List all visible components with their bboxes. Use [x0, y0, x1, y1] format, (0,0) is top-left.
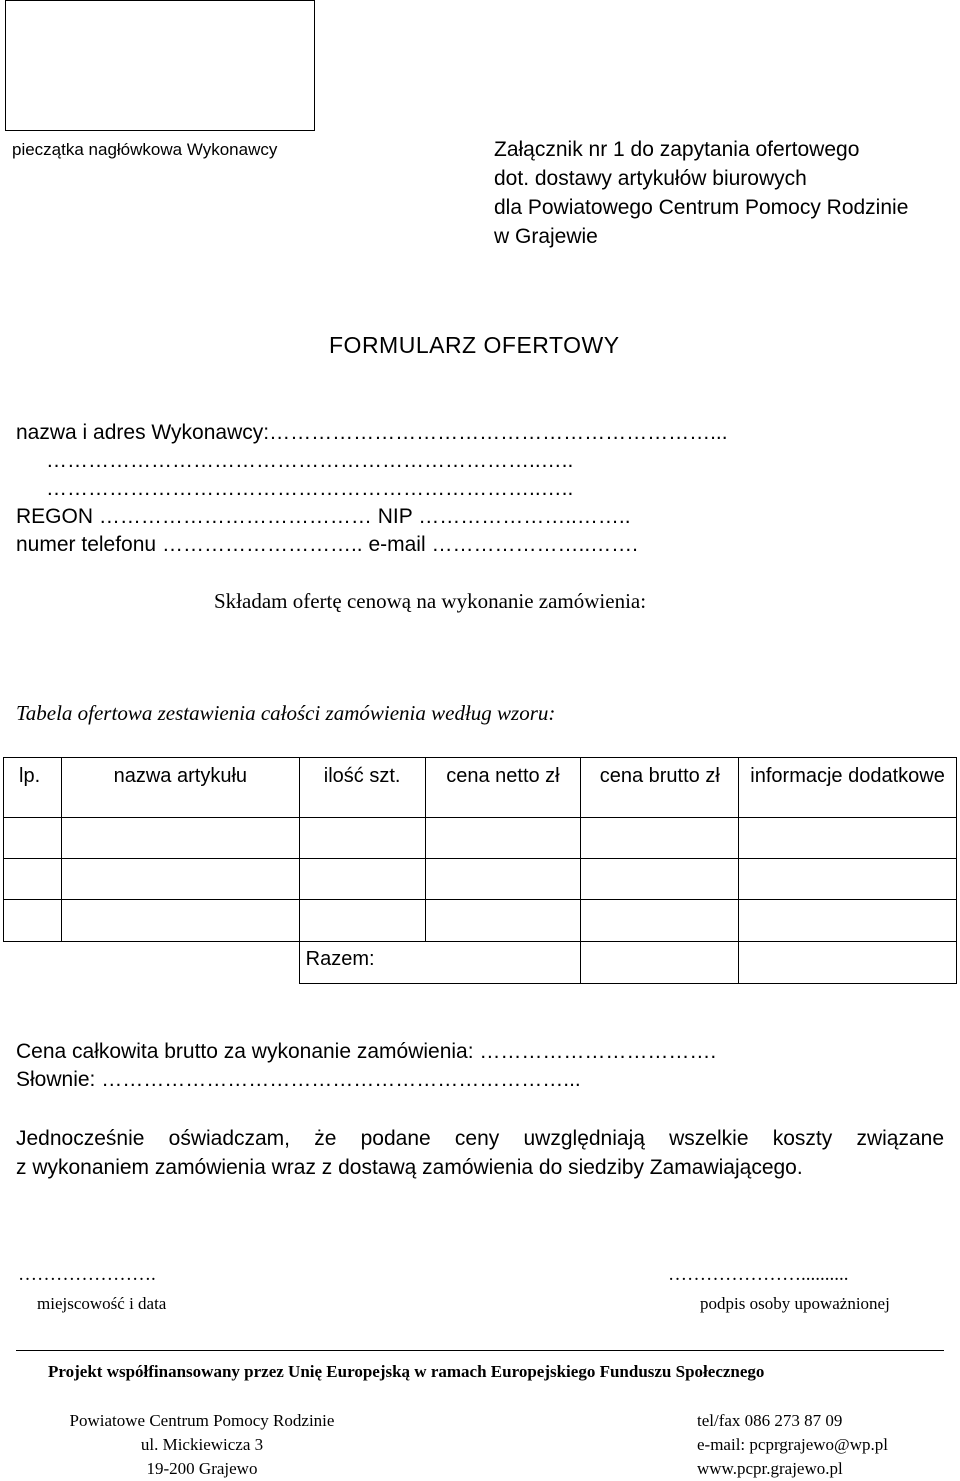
table-row — [4, 900, 957, 942]
table-cell[interactable] — [61, 818, 299, 859]
regon-field[interactable]: ………………………………… — [98, 505, 372, 528]
in-words-field[interactable]: …………………………………………………………... — [101, 1068, 581, 1091]
email-field[interactable]: …………………..……. — [431, 533, 638, 556]
footer-divider — [16, 1350, 944, 1351]
contact-website[interactable]: www.pcpr.grajewo.pl — [697, 1459, 843, 1478]
col-header-gross-price: cena brutto zł — [581, 758, 739, 818]
signature-label: podpis osoby upoważnionej — [700, 1294, 890, 1313]
table-cell[interactable] — [4, 900, 62, 942]
contractor-label: nazwa i adres Wykonawcy: — [16, 421, 270, 444]
table-header-row — [4, 758, 957, 818]
org-city: 19-200 Grajewo — [146, 1459, 258, 1478]
contact-phone: tel/fax 086 273 87 09 — [697, 1411, 843, 1430]
declaration — [16, 1124, 944, 1182]
col-header-lp: lp. — [4, 758, 62, 818]
col-header-additional-info: informacje dodatkowe — [739, 758, 957, 818]
table-total-row — [4, 942, 957, 984]
table-cell[interactable] — [4, 818, 62, 859]
nip-label: NIP — [377, 505, 413, 528]
offer-table — [3, 757, 957, 984]
table-cell[interactable] — [61, 900, 299, 942]
nip-field[interactable]: …………………..…….. — [418, 505, 631, 528]
attachment-line-3: dla Powiatowego Centrum Pomocy Rodzinie — [494, 196, 909, 219]
table-cell[interactable] — [581, 900, 739, 942]
table-cell[interactable] — [299, 818, 425, 859]
attachment-line-2: dot. dostawy artykułów biurowych — [494, 167, 807, 190]
phone-label: numer telefonu — [16, 533, 157, 556]
place-date-field[interactable]: …………………. — [18, 1264, 156, 1285]
declaration-line-1: Jednocześnie oświadczam, że podane ceny uwzględniają wszelkie koszty związane — [16, 1127, 944, 1150]
form-title: FORMULARZ OFERTOWY — [329, 332, 620, 358]
col-header-item-name: nazwa artykułu — [61, 758, 299, 818]
total-info-cell[interactable] — [739, 942, 957, 984]
total-price-row — [16, 1040, 716, 1064]
table-cell[interactable] — [61, 859, 299, 900]
total-label: Razem: — [299, 942, 581, 984]
contractor-fill-2[interactable]: ……………………………………………………………..….. — [46, 449, 574, 472]
contractor-row — [16, 421, 728, 445]
offer-lead: Składam ofertę cenową na wykonanie zamówienia: — [214, 589, 647, 613]
table-caption: Tabela ofertowa zestawienia całości zamówienia według wzoru: — [16, 701, 556, 725]
in-words-row — [16, 1068, 581, 1092]
table-row — [4, 859, 957, 900]
col-header-net-price: cena netto zł — [425, 758, 581, 818]
regon-nip-row — [16, 505, 631, 529]
col-header-quantity: ilość szt. — [299, 758, 425, 818]
contact-email[interactable]: e-mail: pcprgrajewo@wp.pl — [697, 1435, 888, 1454]
contractor-fill-3[interactable]: ……………………………………………………………..….. — [46, 477, 574, 500]
in-words-label: Słownie: — [16, 1068, 96, 1091]
table-cell[interactable] — [4, 859, 62, 900]
table-cell[interactable] — [299, 900, 425, 942]
phone-email-row — [16, 533, 638, 557]
attachment-line-1: Załącznik nr 1 do zapytania ofertowego — [494, 138, 860, 161]
table-cell[interactable] — [739, 859, 957, 900]
table-cell[interactable] — [739, 818, 957, 859]
funding-note: Projekt współfinansowany przez Unię Europejską w ramach Europejskiego Funduszu Społecznego — [48, 1362, 765, 1381]
attachment-line-4: w Grajewie — [494, 225, 598, 248]
regon-label: REGON — [16, 505, 94, 528]
table-cell[interactable] — [425, 900, 581, 942]
stamp-label: pieczątka nagłówkowa Wykonawcy — [12, 140, 278, 159]
stamp-box — [5, 0, 315, 131]
place-date-label: miejscowość i data — [37, 1294, 167, 1313]
org-name: Powiatowe Centrum Pomocy Rodzinie — [69, 1411, 335, 1430]
table-row — [4, 818, 957, 859]
phone-field[interactable]: ……………………….. — [161, 533, 363, 556]
signature-field[interactable]: ………………….......... — [668, 1264, 849, 1285]
contractor-fill-1[interactable]: ………………………………………………………... — [269, 421, 728, 444]
table-cell[interactable] — [425, 859, 581, 900]
table-cell[interactable] — [425, 818, 581, 859]
org-street: ul. Mickiewicza 3 — [140, 1435, 264, 1454]
total-gross-cell[interactable] — [581, 942, 739, 984]
total-price-label: Cena całkowita brutto za wykonanie zamówienia: — [16, 1040, 474, 1063]
table-cell[interactable] — [581, 818, 739, 859]
table-cell[interactable] — [739, 900, 957, 942]
table-cell[interactable] — [299, 859, 425, 900]
email-label: e-mail — [368, 533, 426, 556]
table-cell[interactable] — [581, 859, 739, 900]
declaration-line-2: z wykonaniem zamówienia wraz z dostawą zamówienia do siedziby Zamawiającego. — [16, 1156, 803, 1179]
total-price-field[interactable]: ……………………………. — [479, 1040, 717, 1063]
